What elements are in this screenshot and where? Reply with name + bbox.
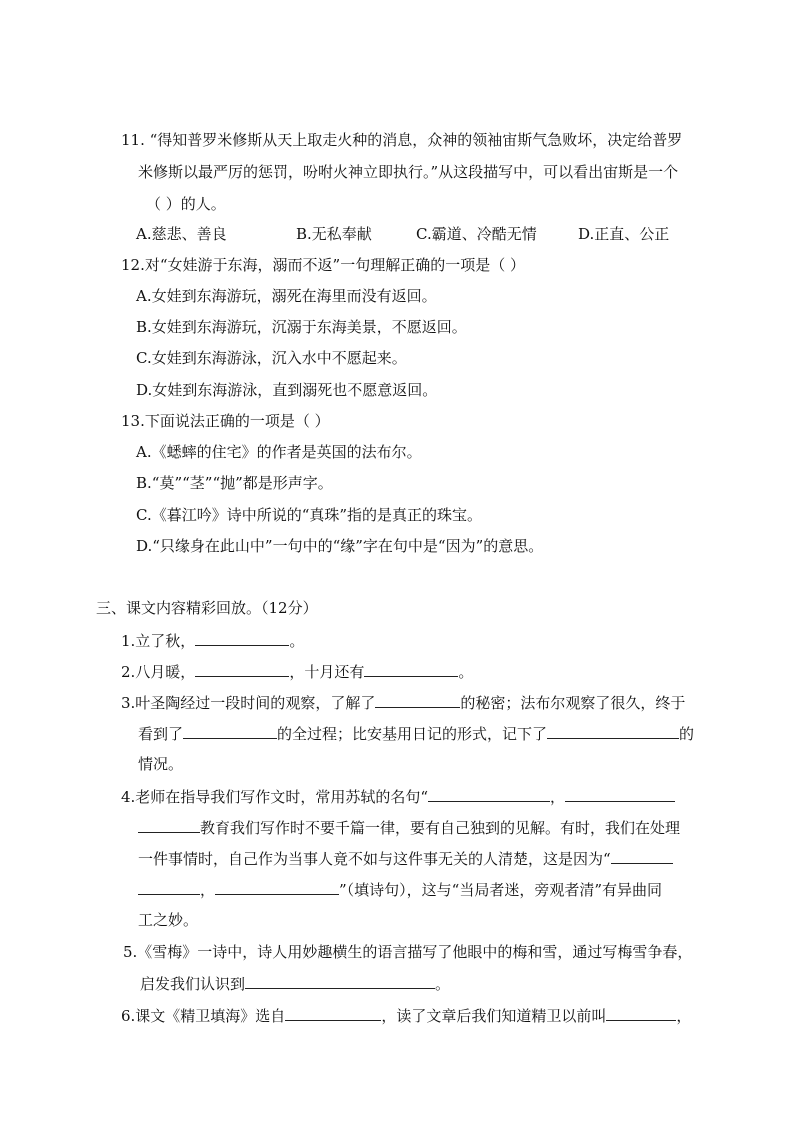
s3-q3-line2: 看到了 的全过程；比安基用日记的形式，记下了 的 — [138, 725, 695, 743]
q13-option-a[interactable]: A.《蟋蟀的住宅》的作者是英国的法布尔。 — [136, 443, 422, 461]
q12-stem: 12.对“女娃游于东海，溺而不返”一句理解正确的一项是（ ） — [121, 256, 525, 274]
s3-q3-blank2[interactable] — [183, 723, 277, 739]
s3-q5-line2: 启发我们认识到 。 — [140, 975, 451, 993]
q11-stem-line2: 米修斯以最严厉的惩罚，吩咐火神立即执行。”从这段描写中，可以看出宙斯是一个 — [138, 163, 679, 181]
q11-option-d[interactable]: D.正直、公正 — [578, 225, 670, 243]
s3-q3-blank1[interactable] — [375, 692, 460, 708]
s3-q4-blank2[interactable] — [565, 786, 675, 802]
s3-q4-blank2-cont[interactable] — [138, 817, 200, 833]
s3-q5-line1: 5.《雪梅》一诗中，诗人用妙趣横生的语言描写了他眼中的梅和雪，通过写梅雪争春， — [123, 943, 693, 961]
q11-option-a[interactable]: A.慈悲、善良 — [136, 225, 227, 243]
section3-heading: 三、课文内容精彩回放。（12分） — [96, 599, 318, 617]
s3-q3-line3: 情况。 — [138, 755, 184, 773]
s3-q4-line5: 工之妙。 — [138, 911, 199, 929]
q13-option-d[interactable]: D.“只缘身在此山中”一句中的“缘”字在句中是“因为”的意思。 — [136, 537, 544, 555]
q11-stem-line3: （ ）的人。 — [146, 195, 226, 213]
q12-option-b[interactable]: B.女娃到东海游玩，沉溺于东海美景，不愿返回。 — [136, 318, 467, 336]
s3-q2: 2.八月暖， ，十月还有 。 — [121, 663, 474, 681]
q12-option-d[interactable]: D.女娃到东海游泳，直到溺死也不愿意返回。 — [136, 381, 438, 399]
s3-q1-blank[interactable] — [195, 630, 289, 646]
s3-q3-blank3[interactable] — [547, 723, 679, 739]
s3-q4-blank4[interactable] — [215, 879, 339, 895]
s3-q4-line2: 教育我们写作时不要千篇一律，要有自己独到的见解。有时，我们在处理 — [138, 817, 680, 838]
s3-q5-blank[interactable] — [245, 973, 435, 989]
q11-option-b[interactable]: B.无私奉献 — [296, 225, 372, 243]
s3-q4-line3: 一件事情时，自己作为当事人竟不如与这件事无关的人清楚，这是因为“ — [138, 848, 673, 869]
s3-q6-blank2[interactable] — [606, 1005, 676, 1021]
q13-option-c[interactable]: C.《暮江吟》诗中所说的“真珠”指的是真正的珠宝。 — [136, 506, 483, 524]
s3-q2-blank2[interactable] — [364, 661, 458, 677]
q12-option-c[interactable]: C.女娃到东海游泳，沉入水中不愿起来。 — [136, 349, 407, 367]
s3-q3-line1: 3.叶圣陶经过一段时间的观察，了解了 的秘密；法布尔观察了很久，终于 — [121, 694, 686, 712]
s3-q4-line4: ， ”（填诗句），这与“当局者迷，旁观者清”有异曲同 — [138, 879, 662, 900]
s3-q2-blank1[interactable] — [195, 661, 289, 677]
s3-q6-blank1[interactable] — [285, 1005, 381, 1021]
q13-stem: 13.下面说法正确的一项是（ ） — [121, 412, 330, 430]
s3-q4-blank3[interactable] — [611, 848, 673, 864]
s3-q6: 6.课文《精卫填海》选自 ，读了文章后我们知道精卫以前叫 ， — [121, 1007, 692, 1025]
q11-stem-line1: 11. “得知普罗米修斯从天上取走火种的消息，众神的领袖宙斯气急败坏，决定给普罗 — [121, 131, 683, 149]
q11-option-c[interactable]: C.霸道、冷酷无情 — [416, 225, 537, 243]
s3-q4-blank1[interactable] — [428, 786, 550, 802]
q13-option-b[interactable]: B.“莫”“茎”“抛”都是形声字。 — [136, 474, 333, 492]
q12-option-a[interactable]: A.女娃到东海游玩，溺死在海里而没有返回。 — [136, 287, 437, 305]
s3-q4-line1: 4.老师在指导我们写作文时，常用苏轼的名句“ ， — [121, 786, 675, 807]
s3-q4-blank3-cont[interactable] — [138, 879, 200, 895]
s3-q1: 1.立了秋， 。 — [121, 632, 305, 650]
